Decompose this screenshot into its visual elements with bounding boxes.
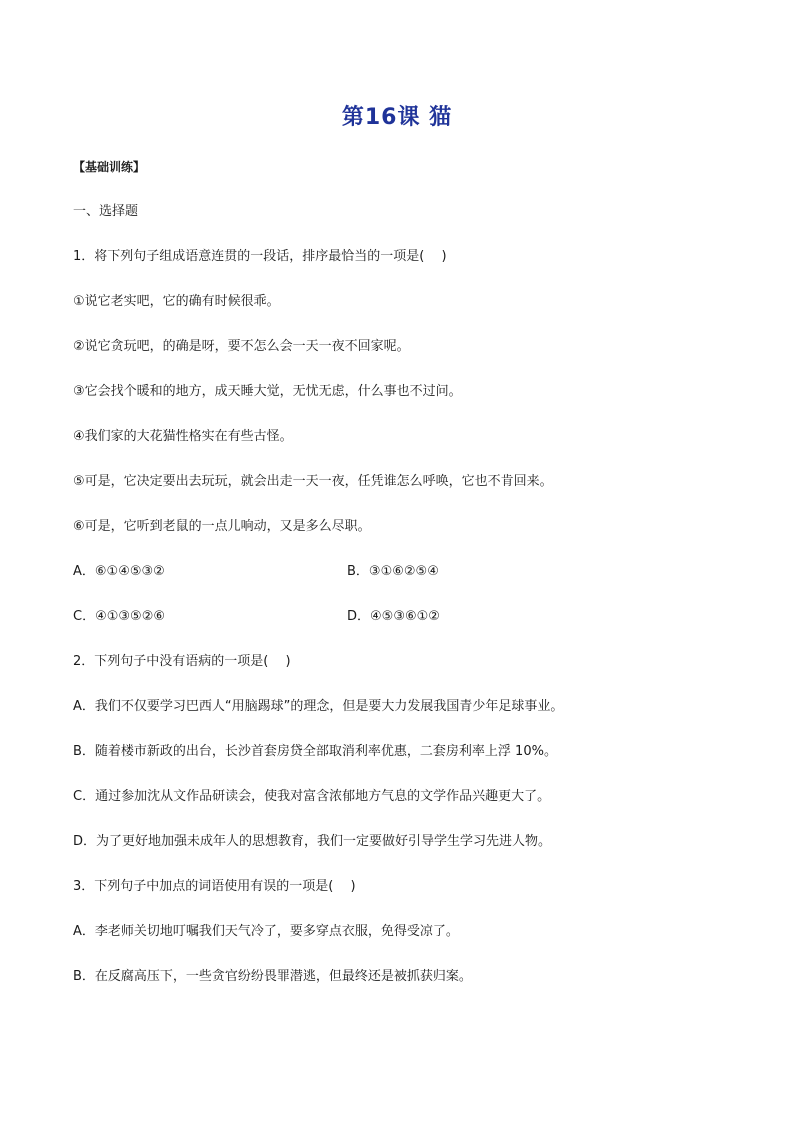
q2-option-d: D．为了更好地加强未成年人的思想教育，我们一定要做好引导学生学习先进人物。: [73, 834, 552, 849]
part-heading: 一、选择题: [73, 204, 139, 219]
q3-option-a: A．李老师关切地叮嘱我们天气冷了，要多穿点衣服，免得受凉了。: [73, 924, 459, 939]
question-1-stem: 1．将下列句子组成语意连贯的一段话，排序最恰当的一项是( ): [73, 249, 447, 264]
q1-option-b: B．③①⑥②⑤④: [347, 564, 439, 579]
q1-sentence: ④我们家的大花猫性格实在有些古怪。: [73, 429, 293, 444]
q1-sentence: ③它会找个暖和的地方，成天睡大觉，无忧无虑，什么事也不过问。: [73, 384, 462, 399]
q1-option-d: D．④⑤③⑥①②: [347, 609, 440, 624]
q2-option-b: B．随着楼市新政的出台，长沙首套房贷全部取消利率优惠，二套房利率上浮 10%。: [73, 744, 557, 759]
question-2-stem: 2．下列句子中没有语病的一项是( ): [73, 654, 291, 669]
section-label: 【基础训练】: [73, 160, 146, 174]
q1-sentence: ⑥可是，它听到老鼠的一点儿响动，又是多么尽职。: [73, 519, 371, 534]
q3-option-b: B．在反腐高压下，一些贪官纷纷畏罪潜逃，但最终还是被抓获归案。: [73, 969, 472, 984]
q2-option-c: C．通过参加沈从文作品研读会，使我对富含浓郁地方气息的文学作品兴趣更大了。: [73, 789, 551, 804]
q1-sentence: ②说它贪玩吧，的确是呀，要不怎么会一天一夜不回家呢。: [73, 339, 410, 354]
page-title: 第16课 猫: [341, 105, 453, 130]
q1-sentence: ①说它老实吧，它的确有时候很乖。: [73, 294, 280, 309]
q1-option-a: A．⑥①④⑤③②: [73, 564, 165, 579]
q1-option-c: C．④①③⑤②⑥: [73, 609, 166, 624]
q1-sentence: ⑤可是，它决定要出去玩玩，就会出走一天一夜，任凭谁怎么呼唤，它也不肯回来。: [73, 474, 553, 489]
q2-option-a: A．我们不仅要学习巴西人“用脑踢球”的理念，但是要大力发展我国青少年足球事业。: [73, 699, 564, 714]
question-3-stem: 3．下列句子中加点的词语使用有误的一项是( ): [73, 879, 356, 894]
